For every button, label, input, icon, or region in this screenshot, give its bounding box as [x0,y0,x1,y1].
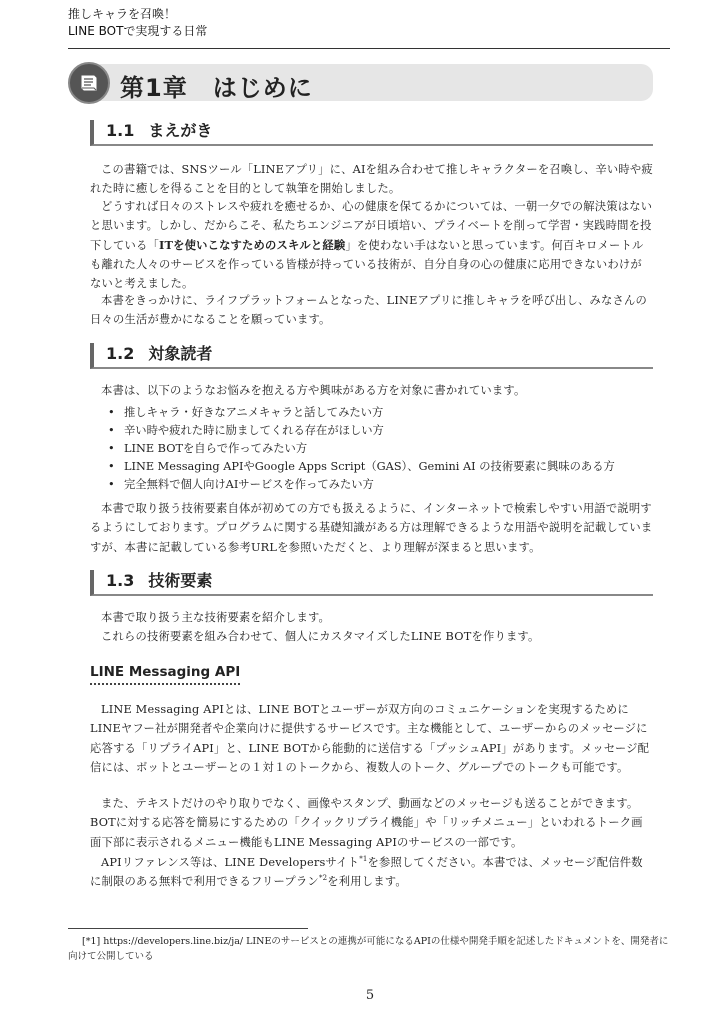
page-number: 5 [365,988,375,1003]
list-item: • LINE BOTを自らで作ってみたい方 [108,440,648,458]
list-item: • 推しキャラ・好きなアニメキャラと話してみたい方 [108,404,648,422]
preface-p2-text-end: 」を使わない手はないと思っています。何百キロメートルも離れた人々のサービスを作っている皆様が持っている技術が、自分自身の心の健康に応用できないわけがないと考えました。 [90,238,644,291]
tech-paragraph-1: LINE Messaging APIとは、LINE BOTとユーザーが双方向のコミュニケーションを実現するためにLINEヤフー社が開発者や企業向けに提供するサービスです。主な機能として、ユーザーからのメッセージに応答する「リプライAPI」と、LINE BOTから能動的に送信する「プッシュAPI」があります。メッセージ配信には、ボットとユーザーとの１対１のトークから、複数人のトーク、グループでのトークも可能です。 [90,703,650,774]
tech-p3-text-end: を利用します。 [327,875,407,889]
preface-p2-text: どうすれば日々のストレスや疲れを癒せるか、心の健康を保てるかについては、一朝一夕での解決策はないと思います。しかし、だからこそ、私たちエンジニアが日頃培い、プライベートを削って学習・実践時間を投下している「 [90,200,653,252]
readers-closing-paragraph: 本書で取り扱う技術要素自体が初めての方でも扱えるように、インターネットで検索しやすい用語で説明するようにしております。プログラムに関する基礎知識がある方は理解できるような用語や説明を記載していますが、本書に記載している参考URLを参照いただくと、より理解が深まると思います。 [90,502,653,554]
section-title: まえがき [148,121,213,140]
list-item: • 完全無料で個人向けAIサービスを作ってみたい方 [108,476,648,494]
section-heading-tech [90,570,653,596]
running-header-subtitle: LINE BOTで実現する日常 [68,24,208,38]
tech-paragraph-2: また、テキストだけのやり取りでなく、画像やスタンプ、動画などのメッセージも送ることができます。BOTに対する応答を簡易にするための「クイックリプライ機能」や「リッチメニュー」といわれるトーク画面下部に表示されるメニュー機能もLINE Messaging APIのサービスの一部です。 [90,797,643,849]
preface-p2-emphasis: ITを使いこなすためのスキルと経験 [158,237,346,252]
preface-paragraph-1: この書籍では、SNSツール「LINEアプリ」に、AIを組み合わせて推しキャラクターを召喚し、辛い時や疲れた時に癒しを得ることを目的として執筆を開始しました。 [90,163,653,196]
preface-paragraph-2 [90,197,653,293]
section-number: 1.3 [106,571,135,590]
running-header [68,6,670,40]
tech-paragraph-3 [90,853,653,892]
subheading-line-messaging-api: LINE Messaging API [90,664,240,685]
tech-intro-2: これらの技術要素を組み合わせて、個人にカスタマイズしたLINE BOTを作ります。 [101,630,540,643]
running-header-book-title: 推しキャラを召喚！ [68,7,177,21]
chapter-heading [68,62,653,102]
tech-p3-text-mid: を参照してください。本書では、メッセージ配信件数に制限のある無料で利用できるフリープラン [90,856,643,889]
section-heading-preface [90,120,653,146]
list-item: • 辛い時や疲れた時に励ましてくれる存在がほしい方 [108,422,648,440]
section-number: 1.1 [106,121,135,140]
chapter-title: 第1章 はじめに [120,74,313,102]
footnote-ref-1[interactable]: *1 [359,855,368,864]
section-title: 技術要素 [148,571,213,590]
section-heading-readers [90,343,653,369]
readers-intro: 本書は、以下のようなお悩みを抱える方や興味がある方を対象に書かれています。 [101,384,526,397]
list-item: • LINE Messaging APIやGoogle Apps Script（GAS）、Gemini AI の技術要素に興味のある方 [108,458,648,476]
preface-paragraph-3: 本書をきっかけに、ライフプラットフォームとなった、LINEアプリに推しキャラを呼び出し、みなさんの日々の生活が豊かになることを願っています。 [90,294,647,327]
footnote-rule [68,928,308,929]
footnote-ref-2[interactable]: *2 [318,874,328,883]
book-icon [68,62,110,104]
footnote-1: [*1] https://developers.line.biz/ja/ LINEのサービスとの連携が可能になるAPIの仕様や開発手順を記述したドキュメントを、開発者に向けて公開している [68,936,669,962]
header-rule [68,48,670,49]
tech-intro-1: 本書で取り扱う主な技術要素を紹介します。 [101,611,331,624]
tech-p3-text: APIリファレンス等は、LINE Developersサイト [101,856,360,869]
section-number: 1.2 [106,344,135,363]
readers-bullet-list [108,404,648,494]
section-title: 対象読者 [148,344,213,363]
